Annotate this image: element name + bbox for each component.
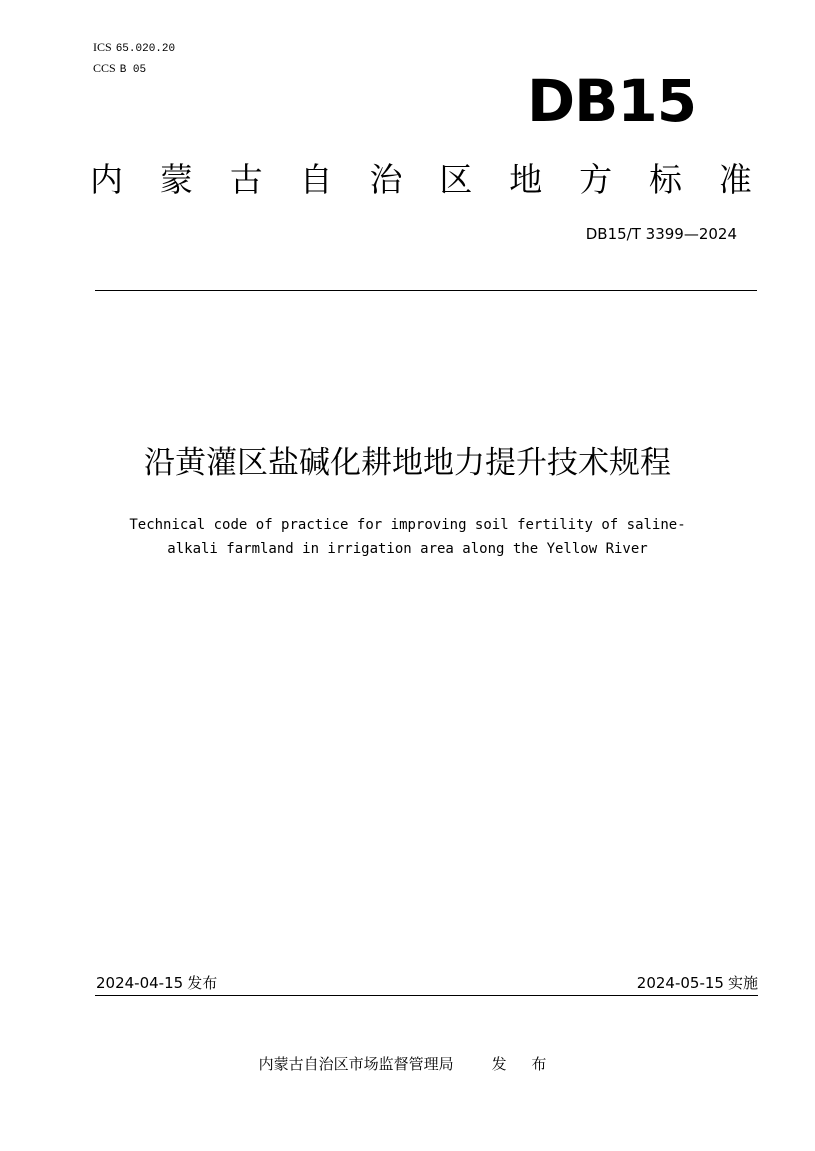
issuer-action: 发 布 [491, 1055, 557, 1073]
ccs-value: B 05 [119, 64, 147, 76]
bottom-divider [95, 995, 758, 996]
standard-type-char: 内 [90, 160, 123, 199]
standard-type-char: 标 [649, 160, 682, 199]
standard-type-char: 蒙 [159, 160, 193, 199]
title-english-line-1: Technical code of practice for improving soil fertility of saline- [129, 517, 686, 533]
standard-type-char: 自 [299, 160, 333, 199]
ics-code [93, 40, 175, 56]
ics-value: 65.020.20 [115, 43, 176, 55]
implement-date-label: 实施 [727, 974, 758, 992]
publish-date-value: 2024-04-15 [96, 974, 184, 992]
ccs-label: CCS [93, 61, 116, 75]
standard-number: DB15/T 3399—2024 [585, 225, 737, 243]
publish-date [96, 972, 217, 994]
publish-date-label: 发布 [187, 974, 218, 992]
ccs-code [93, 61, 146, 77]
standard-type-char: 古 [229, 160, 263, 199]
standard-type-char: 区 [439, 160, 473, 199]
db15-logo: DB15 [527, 67, 697, 135]
ics-label: ICS [93, 40, 112, 54]
implement-date [637, 972, 758, 994]
standard-type-char: 地 [509, 160, 543, 199]
standard-type-char: 方 [579, 160, 613, 199]
top-divider [95, 290, 757, 291]
issuer-line [0, 1053, 815, 1075]
issuer-name: 内蒙古自治区市场监督管理局 [258, 1055, 454, 1073]
standard-type-heading [90, 158, 752, 202]
title-english-line-2: alkali farmland in irrigation area along the Yellow River [167, 541, 648, 557]
implement-date-value: 2024-05-15 [636, 974, 724, 992]
standard-type-char: 治 [369, 160, 403, 199]
title-chinese: 沿黄灌区盐碱化耕地地力提升技术规程 [144, 445, 671, 481]
standard-type-char: 准 [718, 160, 752, 199]
